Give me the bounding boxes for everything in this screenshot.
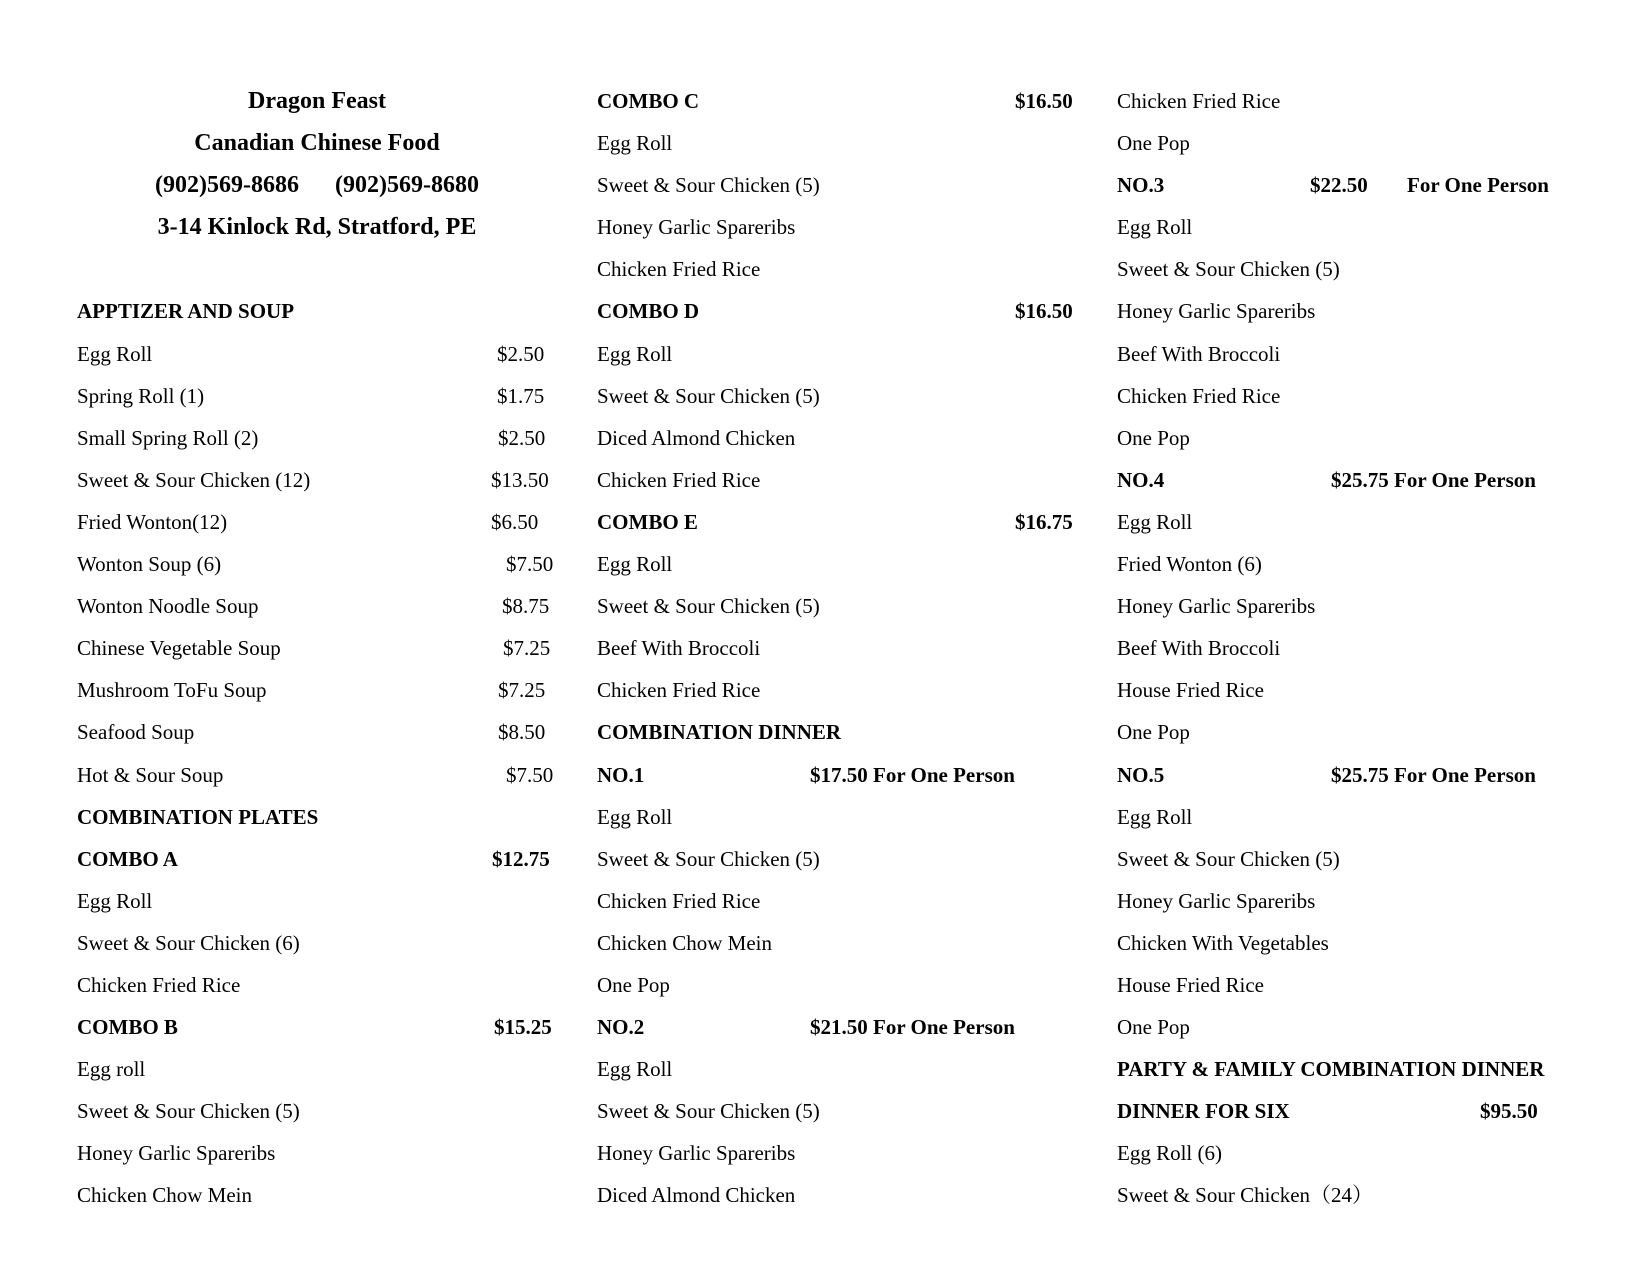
dinner-item: Chicken Fried Rice	[1117, 89, 1281, 113]
dinner-item: Sweet & Sour Chicken (5)	[597, 1099, 820, 1124]
combo-heading: COMBO A $12.75	[77, 838, 557, 880]
combo-price: $15.25	[494, 1015, 552, 1040]
dinner-item: Sweet & Sour Chicken (5)	[1117, 257, 1340, 282]
dinner-item: Honey Garlic Spareribs	[1117, 594, 1316, 619]
menu-item: Seafood Soup $8.50	[77, 711, 557, 753]
item-price: $13.50	[491, 467, 549, 492]
dinner-price: $95.50	[1480, 1099, 1538, 1124]
dinner-item: Diced Almond Chicken	[597, 1183, 796, 1208]
combo-item: Beef With Broccoli	[597, 636, 761, 661]
dinner-item: One Pop	[1117, 131, 1190, 156]
dinner-item: One Pop	[1117, 1015, 1190, 1040]
menu-item: Spring Roll (1) $1.75	[77, 375, 557, 417]
restaurant-name: Dragon Feast	[248, 88, 386, 114]
restaurant-subtitle: Canadian Chinese Food	[194, 130, 440, 157]
combo-item: Honey Garlic Spareribs	[77, 1141, 276, 1166]
section-title-combination-dinner: COMBINATION DINNER	[597, 720, 842, 745]
dinner-heading: NO.1 $17.50 For One Person	[597, 754, 1077, 796]
dinner-item: Egg Roll	[1117, 215, 1193, 240]
dinner-price: $22.50	[1310, 173, 1368, 198]
item-price: $7.50	[506, 762, 554, 787]
combo-item: Egg Roll	[597, 552, 673, 577]
combo-item: Honey Garlic Spareribs	[597, 215, 796, 240]
combo-price: $16.50	[1015, 299, 1073, 324]
combo-price: $12.75	[492, 846, 550, 871]
menu-column-2	[597, 80, 1077, 1217]
item-price: $8.75	[502, 594, 550, 619]
section-title-combination-plates: COMBINATION PLATES	[77, 804, 319, 829]
dinner-item: House Fried Rice	[1117, 972, 1264, 997]
combo-item: Chicken Fried Rice	[77, 972, 241, 997]
dinner-heading: NO.2 $21.50 For One Person	[597, 1006, 1077, 1048]
menu-item: Fried Wonton(12) $6.50	[77, 501, 557, 543]
dinner-item: Egg Roll	[597, 804, 673, 829]
dinner-price: $21.50 For One Person	[810, 1015, 1015, 1040]
item-price: $2.50	[497, 341, 545, 366]
dinner-item: House Fried Rice	[1117, 678, 1264, 703]
menu-item: Small Spring Roll (2) $2.50	[77, 417, 557, 459]
item-price: $6.50	[491, 509, 539, 534]
dinner-item: Chicken Fried Rice	[1117, 383, 1281, 408]
phone-number-1: (902)569-8686	[155, 172, 299, 199]
item-price: $7.25	[498, 678, 546, 703]
dinner-price: $25.75 For One Person	[1331, 762, 1536, 787]
combo-price: $16.75	[1015, 509, 1073, 534]
section-title-party-family: PARTY & FAMILY COMBINATION DINNER	[1117, 1057, 1545, 1082]
dinner-item: Egg Roll (6)	[1117, 1141, 1222, 1166]
combo-price: $16.50	[1015, 89, 1073, 113]
item-price: $8.50	[498, 720, 546, 745]
dinner-item: Sweet & Sour Chicken (5)	[597, 846, 820, 871]
menu-item: Sweet & Sour Chicken (12) $13.50	[77, 459, 557, 501]
dinner-item: One Pop	[1117, 720, 1190, 745]
combo-item: Chicken Fried Rice	[597, 467, 761, 492]
menu-item: Mushroom ToFu Soup $7.25	[77, 669, 557, 711]
dinner-heading: DINNER FOR SIX $95.50	[1117, 1090, 1607, 1132]
dinner-item: Honey Garlic Spareribs	[1117, 888, 1316, 913]
dinner-item: Chicken Chow Mein	[597, 930, 772, 955]
dinner-heading: NO.4 $25.75 For One Person	[1117, 459, 1607, 501]
combo-heading: COMBO C $16.50	[597, 80, 1077, 122]
dinner-item: Chicken With Vegetables	[1117, 930, 1329, 955]
dinner-heading: NO.5 $25.75 For One Person	[1117, 754, 1607, 796]
dinner-item: Honey Garlic Spareribs	[1117, 299, 1316, 324]
dinner-item: Sweet & Sour Chicken (5)	[1117, 846, 1340, 871]
restaurant-address: 3-14 Kinlock Rd, Stratford, PE	[157, 214, 477, 241]
combo-item: Sweet & Sour Chicken (5)	[597, 173, 820, 198]
dinner-heading: NO.3 $22.50 For One Person	[1117, 164, 1607, 206]
menu-column-1	[77, 80, 557, 1217]
combo-item: Egg roll	[77, 1057, 146, 1082]
item-price: $7.25	[503, 636, 551, 661]
combo-item: Sweet & Sour Chicken (5)	[597, 594, 820, 619]
item-price: $7.50	[506, 552, 554, 577]
dinner-price: $17.50 For One Person	[810, 762, 1015, 787]
dinner-price: $25.75 For One Person	[1331, 467, 1536, 492]
phone-numbers	[77, 164, 557, 206]
dinner-item: Fried Wonton (6)	[1117, 552, 1262, 577]
dinner-item: One Pop	[597, 972, 670, 997]
dinner-item: Egg Roll	[1117, 804, 1193, 829]
dinner-item: Egg Roll	[597, 1057, 673, 1082]
dinner-item: Chicken Fried Rice	[597, 888, 761, 913]
restaurant-header	[77, 80, 557, 248]
combo-heading: COMBO B $15.25	[77, 1006, 557, 1048]
dinner-item: Beef With Broccoli	[1117, 341, 1281, 366]
section-title-appetizers: APPTIZER AND SOUP	[77, 299, 295, 324]
combo-item: Diced Almond Chicken	[597, 425, 796, 450]
menu-item: Egg Roll $2.50	[77, 333, 557, 375]
dinner-item: Sweet & Sour Chicken（24）	[1117, 1183, 1374, 1208]
combo-item: Sweet & Sour Chicken (5)	[77, 1099, 300, 1124]
item-price: $1.75	[497, 383, 545, 408]
menu-item: Chinese Vegetable Soup $7.25	[77, 627, 557, 669]
combo-item: Chicken Fried Rice	[597, 257, 761, 282]
phone-number-2: (902)569-8680	[335, 172, 479, 199]
combo-heading: COMBO D $16.50	[597, 290, 1077, 332]
dinner-item: One Pop	[1117, 425, 1190, 450]
combo-heading: COMBO E $16.75	[597, 501, 1077, 543]
menu-item: Wonton Soup (6) $7.50	[77, 543, 557, 585]
dinner-item: Egg Roll	[1117, 509, 1193, 534]
combo-item: Egg Roll	[597, 341, 673, 366]
menu-item: Hot & Sour Soup $7.50	[77, 754, 557, 796]
combo-item: Chicken Fried Rice	[597, 678, 761, 703]
menu-column-3	[1117, 80, 1607, 1217]
combo-item: Sweet & Sour Chicken (6)	[77, 930, 300, 955]
dinner-item: Honey Garlic Spareribs	[597, 1141, 796, 1166]
combo-item: Sweet & Sour Chicken (5)	[597, 383, 820, 408]
dinner-note: For One Person	[1407, 173, 1549, 198]
combo-item: Chicken Chow Mein	[77, 1183, 252, 1208]
combo-item: Egg Roll	[77, 888, 153, 913]
combo-item: Egg Roll	[597, 131, 673, 156]
dinner-item: Beef With Broccoli	[1117, 636, 1281, 661]
item-price: $2.50	[498, 425, 546, 450]
menu-item: Wonton Noodle Soup $8.75	[77, 585, 557, 627]
